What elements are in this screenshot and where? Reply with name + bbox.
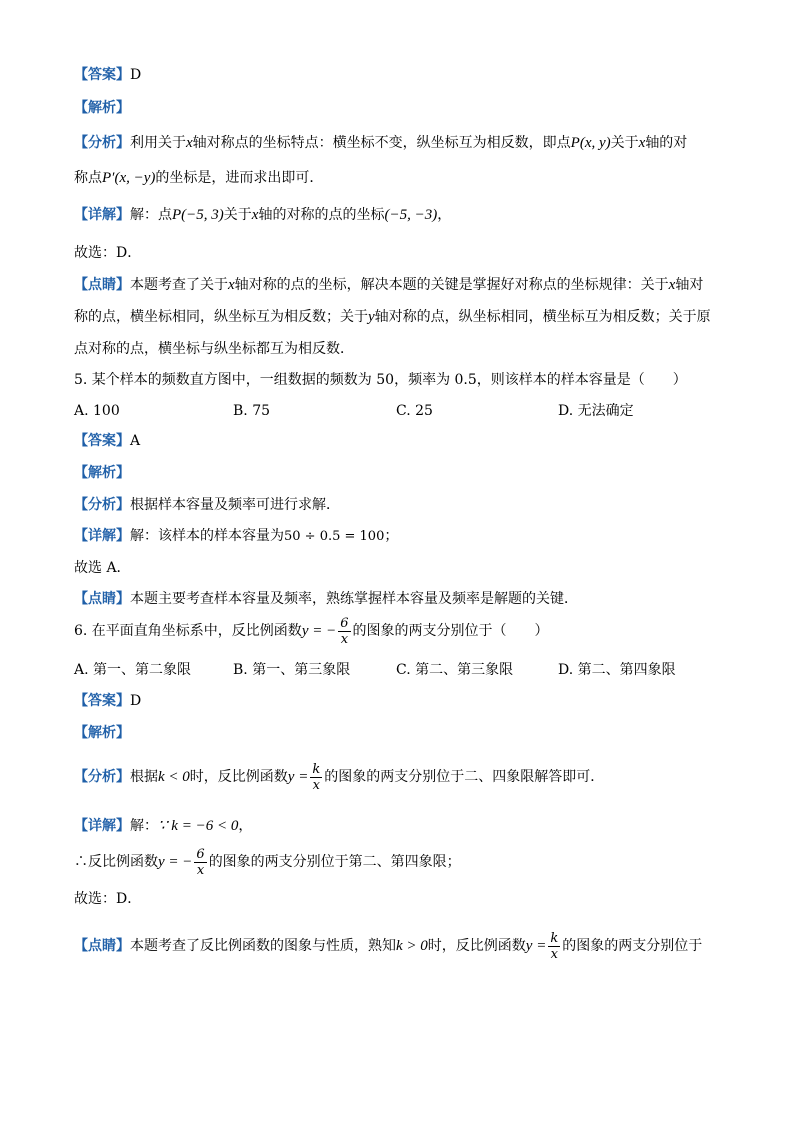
answer-tag: 【答案】 — [74, 67, 130, 83]
math-var: x — [251, 207, 259, 223]
fraction-denominator: x — [196, 862, 205, 878]
q5-xiangjie-text: ； — [384, 528, 399, 544]
q5-dianjing-text: 本题主要考查样本容量及频率，熟练掌握样本容量及频率是解题的关键． — [130, 591, 578, 607]
dianjing-tag: 【点睛】 — [74, 277, 130, 293]
q6-guxuan-line — [74, 889, 141, 909]
q5-stem — [74, 370, 687, 390]
q4-dianjing-text: 点对称的点，横坐标与纵坐标都互为相反数． — [74, 341, 354, 357]
math-point: P(x, y) — [570, 135, 611, 151]
q4-dianjing-line-3 — [74, 339, 354, 359]
q6-option-b: B. 第一、第三象限 — [233, 662, 351, 678]
q4-fenxi-text: 的坐标是，进而求出即可． — [155, 170, 324, 186]
q4-guxuan: 故选：D． — [74, 245, 142, 261]
q6-therefore-line — [74, 845, 461, 879]
q4-dianjing-text: 称的点，横坐标相同，纵坐标互为相反数；关于 — [74, 309, 368, 325]
math-var: x — [228, 277, 235, 293]
q6-fenxi-line — [74, 760, 604, 794]
q5-dianjing-line — [74, 589, 578, 609]
analysis-tag: 【解析】 — [74, 725, 130, 741]
q4-fenxi-text: 称点 — [74, 170, 102, 186]
fraction — [194, 847, 206, 878]
math-point: P′(x, −y) — [102, 170, 156, 186]
fraction — [310, 762, 322, 793]
fraction — [338, 616, 350, 647]
q6-fenxi-text: 时，反比例函数 — [189, 769, 288, 785]
q6-dianjing-text: 时，反比例函数 — [427, 938, 526, 954]
q6-stem — [74, 614, 549, 648]
answer-tag: 【答案】 — [74, 693, 130, 709]
math-inequality: ∵ k = −6 < 0 — [158, 818, 239, 834]
q4-dianjing-line-1 — [74, 275, 703, 295]
q6-xiangjie-text: ， — [238, 818, 253, 834]
q4-dianjing-text: 轴对称的点的坐标，解决本题的关键是掌握好对称点的坐标规律：关于 — [234, 277, 669, 293]
answer-tag: 【答案】 — [74, 433, 130, 449]
q4-answer-line — [74, 65, 141, 85]
q6-xiangjie-text: 的图象的两支分别位于第二、第四象限； — [208, 854, 461, 870]
q5-option-d: D. 无法确定 — [558, 403, 634, 419]
math-var: y — [368, 309, 375, 325]
q4-fenxi-text: 轴的对 — [645, 135, 688, 151]
q5-stem-text: 5. 某个样本的频数直方图中，一组数据的频数为 50，频率为 0.5，则该样本的样本容量是（ ） — [74, 372, 687, 388]
q4-dianjing-line-2 — [74, 307, 711, 327]
q4-analysis-heading — [74, 98, 130, 118]
math-expression: y = — [287, 769, 309, 785]
fraction-denominator: x — [312, 777, 320, 793]
q4-xiangjie-text: ， — [437, 207, 452, 223]
math-var: x — [668, 277, 676, 293]
fenxi-tag: 【分析】 — [74, 497, 130, 513]
q6-xiangjie-line — [74, 816, 252, 836]
fraction-denominator: x — [340, 631, 349, 647]
q4-fenxi-text: 关于 — [610, 135, 639, 151]
q5-xiangjie-line — [74, 526, 398, 547]
q6-stem-text: 6. 在平面直角坐标系中，反比例函数 — [74, 623, 302, 639]
q6-fenxi-text: 的图象的两支分别位于二、四象限解答即可． — [324, 769, 605, 785]
q6-dianjing-line — [74, 929, 702, 963]
q4-fenxi-line-1 — [74, 133, 687, 153]
q5-answer-value: A — [130, 433, 141, 449]
q4-xiangjie-text: 关于 — [223, 207, 252, 223]
fenxi-tag: 【分析】 — [74, 135, 130, 151]
q6-guxuan: 故选：D． — [74, 891, 142, 907]
q5-guxuan: 故选 A． — [74, 560, 131, 576]
q4-dianjing-text: 本题考查了关于 — [130, 277, 228, 293]
q5-option-c: C. 25 — [396, 403, 433, 419]
fraction-numerator: k — [312, 761, 321, 777]
q5-option-a: A. 100 — [74, 403, 120, 419]
xiangjie-tag: 【详解】 — [74, 207, 130, 223]
math-expression: y = − — [158, 854, 193, 870]
math-equation: 50 ÷ 0.5 = 100 — [284, 529, 385, 544]
q6-dianjing-text: 本题考查了反比例函数的图象与性质，熟知 — [130, 938, 396, 954]
q6-option-c: C. 第二、第三象限 — [396, 662, 514, 678]
q6-fenxi-text: 根据 — [130, 769, 158, 785]
q4-fenxi-text: 利用关于 — [130, 135, 186, 151]
q6-xiangjie-text: 解： — [130, 818, 158, 834]
q4-fenxi-text: 轴对称点的坐标特点：横坐标不变，纵坐标互为相反数，即点 — [192, 135, 571, 151]
q4-dianjing-text: 轴对称的点，纵坐标相同，横坐标互为相反数；关于原 — [374, 309, 711, 325]
q5-guxuan-line — [74, 558, 131, 578]
q6-analysis-heading — [74, 723, 130, 743]
analysis-tag: 【解析】 — [74, 465, 130, 481]
q6-answer-line — [74, 691, 141, 711]
fraction-denominator: x — [550, 946, 558, 962]
math-inequality: k < 0 — [158, 769, 190, 785]
fraction — [548, 931, 560, 962]
q5-fenxi-line — [74, 495, 340, 515]
q6-option-d: D. 第二、第四象限 — [558, 662, 676, 678]
math-inequality: k > 0 — [396, 938, 428, 954]
math-expression: y = − — [301, 623, 337, 639]
math-point: (−5, −3) — [384, 207, 438, 223]
math-point: P(−5, 3) — [172, 207, 224, 223]
q6-dianjing-text: 的图象的两支分别位于 — [562, 938, 703, 954]
q4-dianjing-text: 轴对 — [675, 277, 704, 293]
dianjing-tag: 【点睛】 — [74, 938, 130, 954]
analysis-tag: 【解析】 — [74, 100, 130, 116]
math-var: x — [186, 135, 193, 151]
fraction-numerator: 6 — [340, 615, 349, 631]
q4-guxuan-line — [74, 243, 141, 263]
q6-xiangjie-text: ∴反比例函数 — [74, 854, 158, 870]
q6-stem-text: 的图象的两支分别位于（ ） — [352, 623, 549, 639]
dianjing-tag: 【点睛】 — [74, 591, 130, 607]
q5-xiangjie-text: 解：该样本的样本容量为 — [130, 528, 284, 544]
q6-answer-value: D — [130, 693, 142, 709]
q5-fenxi-text: 根据样本容量及频率可进行求解． — [130, 497, 340, 513]
xiangjie-tag: 【详解】 — [74, 818, 130, 834]
q4-xiangjie-text: 轴的对称的点的坐标 — [258, 207, 385, 223]
q5-analysis-heading — [74, 463, 130, 483]
fraction-numerator: 6 — [196, 846, 205, 862]
xiangjie-tag: 【详解】 — [74, 528, 130, 544]
q4-xiangjie-text: 解：点 — [130, 207, 172, 223]
fenxi-tag: 【分析】 — [74, 769, 130, 785]
q4-fenxi-line-2 — [74, 168, 323, 188]
math-var: x — [638, 135, 646, 151]
q4-answer-value: D — [130, 67, 142, 83]
math-expression: y = — [525, 938, 547, 954]
q4-xiangjie-line — [74, 205, 451, 225]
q5-answer-line — [74, 431, 140, 451]
q5-option-b: B. 75 — [233, 403, 271, 419]
q6-option-a: A. 第一、第二象限 — [74, 662, 192, 678]
fraction-numerator: k — [550, 930, 559, 946]
